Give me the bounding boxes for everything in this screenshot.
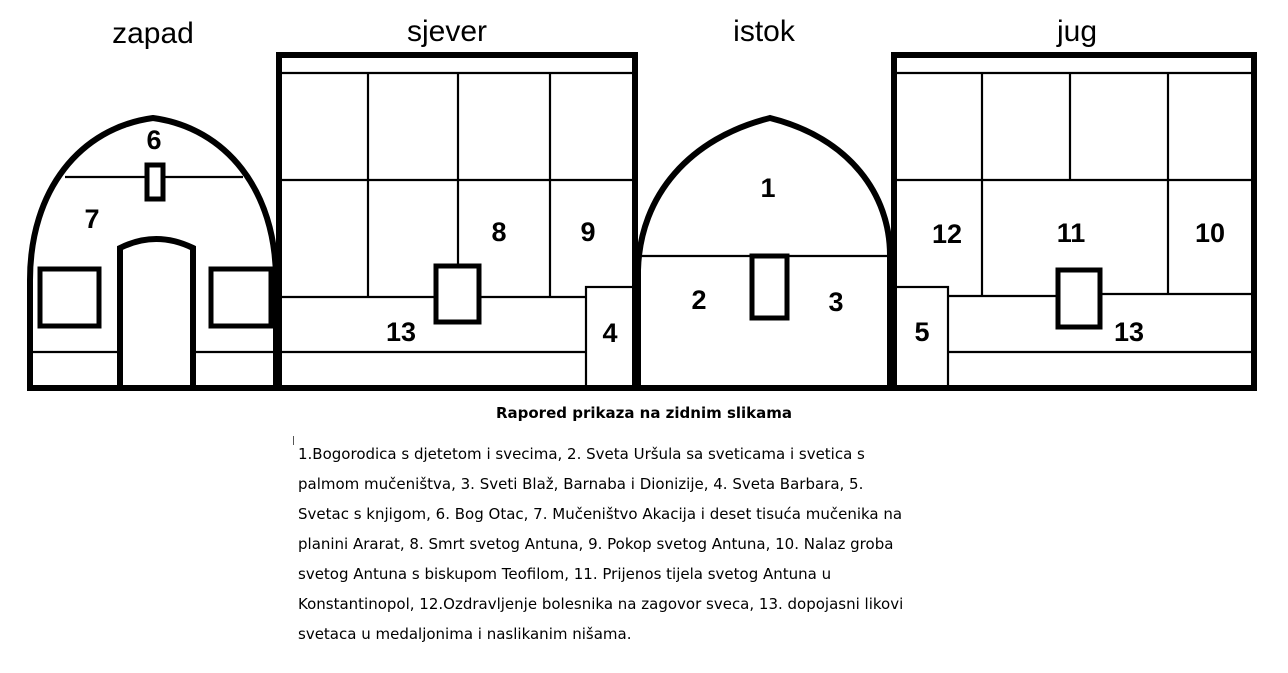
caption-line: svetaca u medaljonima i naslikanim nišama. [298, 625, 632, 643]
scene-number-13-south: 13 [1113, 317, 1145, 347]
caption-line: palmom mučeništva, 3. Sveti Blaž, Barnaba i Dionizije, 4. Sveta Barbara, 5. [298, 475, 864, 493]
scene-number-5: 5 [914, 317, 930, 347]
wall-label-south: jug [1056, 15, 1098, 48]
scene-number-3: 3 [828, 287, 844, 317]
caption-line: svetog Antuna s biskupom Teofilom, 11. Prijenos tijela svetog Antuna u [298, 565, 832, 583]
east-wall [638, 118, 890, 388]
caption-line: Konstantinopol, 12.Ozdravljenje bolesnika na zagovor sveca, 13. dopojasni likovi [298, 595, 904, 613]
scene-number-1: 1 [760, 173, 776, 203]
text-cursor-mark [293, 436, 294, 445]
wall-label-east: istok [733, 15, 795, 48]
scene-number-6: 6 [146, 125, 162, 155]
scene-number-12: 12 [931, 219, 963, 249]
caption-text [298, 439, 1038, 649]
scene-number-4: 4 [602, 318, 618, 348]
west-window-left [40, 269, 99, 326]
caption-line: 1.Bogorodica s djetetom i svecima, 2. Sveta Uršula sa sveticama i svetica s [298, 445, 865, 463]
scene-number-2: 2 [691, 285, 707, 315]
caption-line: Svetac s knjigom, 6. Bog Otac, 7. Mučeništvo Akacija i deset tisuća mučenika na [298, 505, 903, 523]
scene-number-10: 10 [1194, 218, 1226, 248]
wall-label-north: sjever [406, 15, 488, 48]
scene-number-7: 7 [84, 204, 100, 234]
caption-title: Rapored prikaza na zidnim slikama [495, 404, 793, 422]
west-window-right [211, 269, 271, 326]
scene-number-13-north: 13 [385, 317, 417, 347]
caption-line: planini Ararat, 8. Smrt svetog Antuna, 9. Pokop svetog Antuna, 10. Nalaz groba [298, 535, 894, 553]
wall-label-west: zapad [112, 17, 194, 50]
scene-number-8: 8 [491, 217, 507, 247]
scene-number-11: 11 [1056, 218, 1086, 248]
west-wall [30, 118, 276, 388]
scene-number-9: 9 [580, 217, 596, 247]
